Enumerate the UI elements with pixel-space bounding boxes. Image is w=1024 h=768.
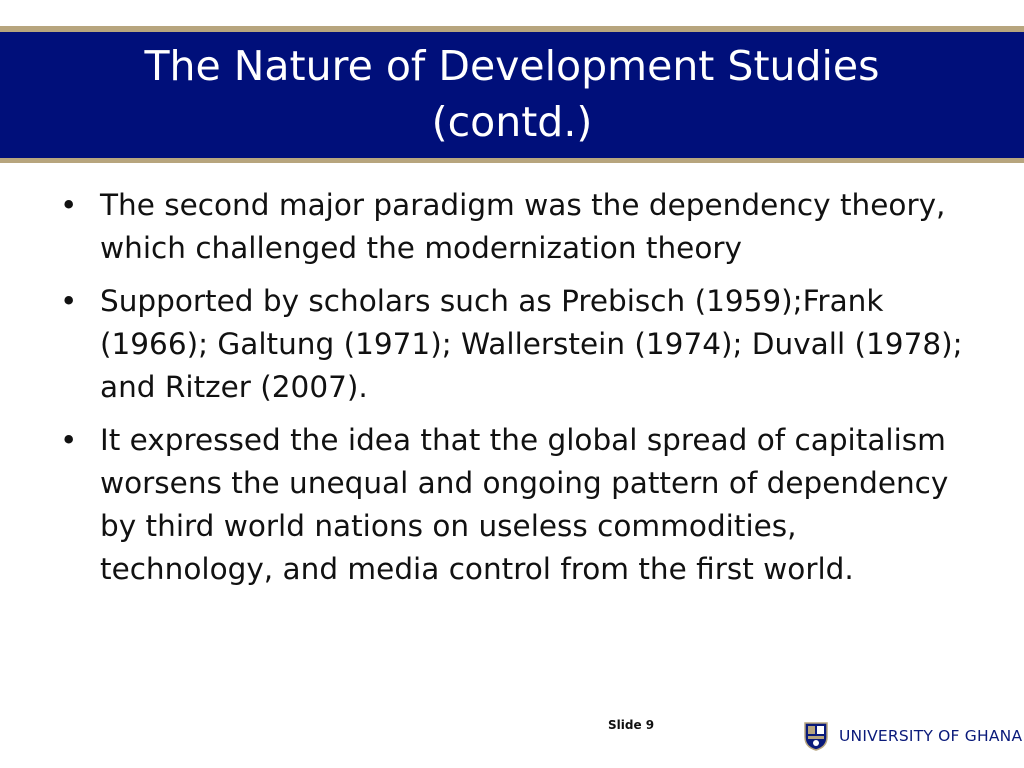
title-bar [0, 26, 1024, 163]
bullet-list [58, 184, 978, 601]
university-logo [803, 719, 1022, 753]
bullet-text: The second major paradigm was the dependency theory, which challenged the modernization theory [100, 188, 946, 265]
slide-number: Slide 9 [608, 718, 655, 732]
bullet-dot-icon: • [60, 188, 78, 222]
bullet-text: It expressed the idea that the global spread of capitalism worsens the unequal and ongoing pattern of dependency by third world nations on useless commodities, technology, and media control from the first world. [100, 423, 949, 586]
bullet-item [58, 184, 978, 270]
title-line-2: (contd.) [431, 98, 593, 146]
logo-text: UNIVERSITY OF GHANA [839, 727, 1023, 745]
bullet-dot-icon: • [60, 423, 78, 457]
university-crest-icon [803, 721, 829, 751]
slide-title [0, 32, 1024, 158]
bullet-item [58, 280, 978, 409]
title-line-1: The Nature of Development Studies [144, 42, 880, 90]
bullet-item [58, 419, 978, 591]
bullet-text: Supported by scholars such as Prebisch (1959);Frank (1966); Galtung (1971); Wallerstein (1974); Duvall (1978); and Ritzer (2007). [100, 284, 963, 404]
bullet-dot-icon: • [60, 284, 78, 318]
